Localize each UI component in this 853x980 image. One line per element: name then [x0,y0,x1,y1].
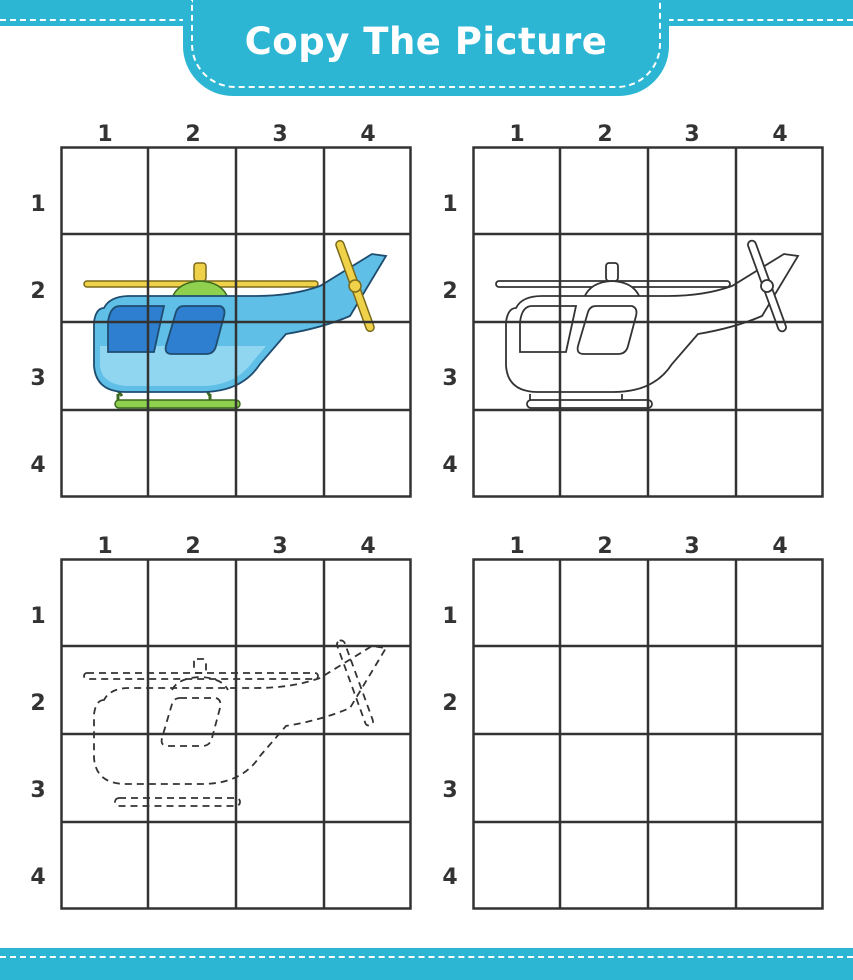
col-label: 4 [360,534,376,559]
row-label: 3 [30,366,46,391]
bottom-banner [0,948,853,980]
front-window [520,306,576,352]
title-tab [183,0,669,96]
rotor-hub [606,263,618,281]
panel-colored-example [0,118,420,528]
grid-colored [60,146,412,498]
row-label: 4 [442,453,458,478]
row-label: 2 [30,691,46,716]
col-label: 1 [509,122,525,147]
grid-empty[interactable] [472,558,824,910]
col-label: 4 [772,122,788,147]
col-label: 2 [185,534,201,559]
row-label: 1 [30,192,46,217]
row-label: 2 [30,279,46,304]
landing-skid [115,798,240,806]
grid-lines [62,148,411,497]
col-label: 1 [509,534,525,559]
helicopter-body [94,646,386,784]
col-label: 3 [684,534,700,559]
main-rotor [84,673,318,679]
col-label: 3 [684,122,700,147]
panel-outline-example [412,118,832,528]
landing-skid [115,400,240,408]
bottom-dash-line [0,956,853,958]
col-label: 2 [185,122,201,147]
side-window [162,698,221,746]
grid-outline [472,146,824,498]
col-label: 3 [272,534,288,559]
row-label: 1 [442,604,458,629]
rotor-hub [194,659,206,673]
row-label: 2 [442,279,458,304]
row-label: 4 [30,453,46,478]
row-label: 1 [442,192,458,217]
row-label: 2 [442,691,458,716]
row-label: 3 [442,366,458,391]
col-label: 1 [97,122,113,147]
col-label: 2 [597,122,613,147]
grid-lines [62,560,411,909]
landing-skid [527,400,652,408]
row-label: 3 [30,778,46,803]
grid-dashed [60,558,412,910]
col-label: 1 [97,534,113,559]
row-label: 4 [442,865,458,890]
page-title: Copy The Picture [244,20,608,63]
rotor-hub [194,263,206,281]
panel-empty-grid [412,530,832,940]
col-label: 4 [772,534,788,559]
grid-lines [474,560,823,909]
row-label: 1 [30,604,46,629]
front-window [108,306,164,352]
row-label: 4 [30,865,46,890]
panel-dashed-trace [0,530,420,940]
row-label: 3 [442,778,458,803]
col-label: 3 [272,122,288,147]
tail-rotor [336,639,374,726]
col-label: 4 [360,122,376,147]
col-label: 2 [597,534,613,559]
grid-lines [474,148,823,497]
